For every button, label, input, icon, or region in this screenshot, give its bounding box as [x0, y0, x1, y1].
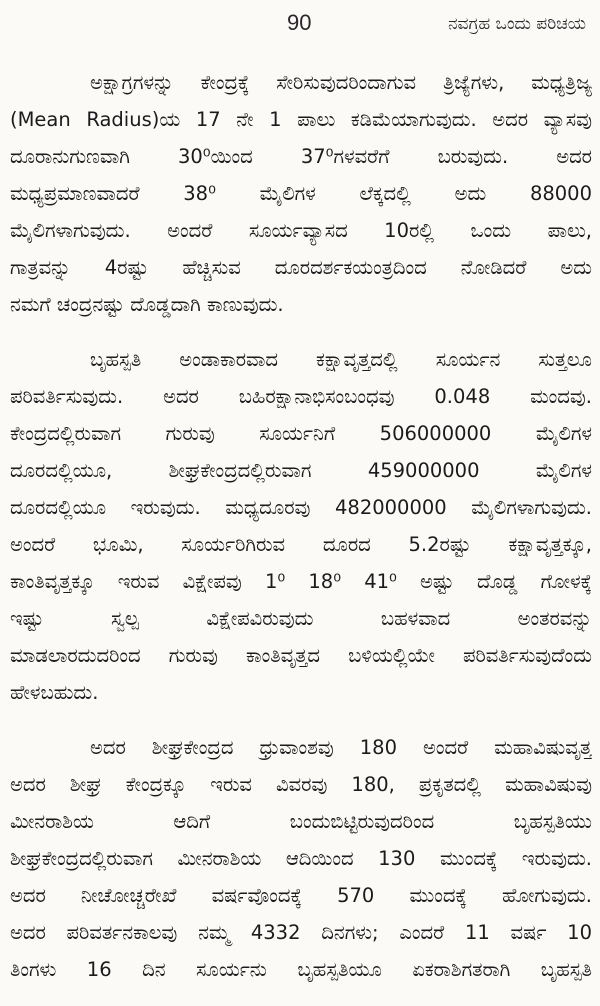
text-line: ಅದರ ನೀಚೋಚ್ಚರೇಖೆ ವರ್ಷವೊಂದಕ್ಕೆ 570 ಮುಂದಕ್ಕೆ ಹೋಗುವುದು.	[10, 884, 592, 907]
page-number: 90	[287, 10, 312, 35]
text-line: ಪರಿವರ್ತಿಸುವುದು. ಅದರ ಬಹಿರಕ್ಷಾನಾಭಿಸಂಬಂಧವು 0.048 ಮಂದವು.	[10, 385, 592, 408]
text-line: ದೂರದಲ್ಲಿಯೂ ಇರುವುದು. ಮಧ್ಯದೂರವು 482000000 ಮೈಲಿಗಳಾಗುವುದು.	[10, 496, 592, 519]
text-line: (Mean Radius)ಯ 17 ನೇ 1 ಪಾಲು ಕಡಿಮೆಯಾಗುವುದು. ಅದರ ವ್ಯಾಸವು	[10, 108, 592, 131]
paragraph-3	[10, 729, 592, 988]
text-line: ಕಾಂತಿವೃತ್ತಕ್ಕೂ ಇರುವ ವಿಕ್ಷೇಪವು 1⁰ 18⁰ 41⁰ ಅಷ್ಟು ದೊಡ್ಡ ಗೋಳಕ್ಕೆ	[10, 570, 592, 593]
text-line: ಮೈಲಿಗಳಾಗುವುದು. ಅಂದರೆ ಸೂರ್ಯವ್ಯಾಸದ 10ರಲ್ಲಿ ಒಂದು ಪಾಲು,	[10, 219, 592, 242]
text-line: ಅದರ ಪರಿವರ್ತನಕಾಲವು ನಮ್ಮ 4332 ದಿನಗಳು; ಎಂದರೆ 11 ವರ್ಷ 10	[10, 921, 592, 944]
text-line: ನಮಗೆ ಚಂದ್ರನಷ್ಟು ದೊಡ್ಡದಾಗಿ ಕಾಣುವುದು.	[10, 293, 284, 316]
text-line: ಶೀಘ್ರಕೇಂದ್ರದಲ್ಲಿರುವಾಗ ಮೀನರಾಶಿಯ ಆದಿಯಿಂದ 130 ಮುಂದಕ್ಕೆ ಇರುವುದು.	[10, 847, 592, 870]
body-text	[10, 64, 592, 1006]
text-line: ಇಷ್ಟು ಸ್ವಲ್ಪ ವಿಕ್ಷೇಪವಿರುವುದು ಬಹಳವಾದ ಅಂತರವನ್ನು	[10, 607, 592, 630]
text-line: ಅಂದರೆ ಭೂಮಿ, ಸೂರ್ಯರಿಗಿರುವ ದೂರದ 5.2ರಷ್ಟು ಕಕ್ಷಾವೃತ್ತಕ್ಕೂ,	[10, 533, 592, 556]
text-line: ದೂರಾನುಗುಣವಾಗಿ 30⁰ಯಿಂದ 37⁰ಗಳವರೆಗೆ ಬರುವುದು. ಅದರ	[10, 145, 592, 168]
page-header	[0, 8, 600, 38]
text-line: ಬೃಹಸ್ಪತಿ ಅಂಡಾಕಾರವಾದ ಕಕ್ಷಾವೃತ್ತದಲ್ಲಿ ಸೂರ್ಯನ ಸುತ್ತಲೂ	[90, 348, 592, 371]
text-line: ಮೀನರಾಶಿಯ ಆದಿಗೆ ಬಂದುಬಿಟ್ಟಿರುವುದರಿಂದ ಬೃಹಸ್ಪತಿಯು	[10, 810, 592, 833]
paragraph-2	[10, 341, 592, 711]
running-title: ನವಗ್ರಹ ಒಂದು ಪರಿಚಯ	[448, 14, 586, 34]
text-line: ತಿಂಗಳು 16 ದಿನ ಸೂರ್ಯನು ಬೃಹಸ್ಪತಿಯೂ ಏಕರಾಶಿಗತರಾಗಿ ಬೃಹಸ್ಪತಿ	[10, 958, 592, 981]
text-line: ಹೇಳಬಹುದು.	[10, 681, 99, 704]
text-line: ಕೇಂದ್ರದಲ್ಲಿರುವಾಗ ಗುರುವು ಸೂರ್ಯನಿಗೆ 506000000 ಮೈಲಿಗಳ	[10, 422, 592, 445]
text-line: ದೂರದಲ್ಲಿಯೂ, ಶೀಘ್ರಕೇಂದ್ರದಲ್ಲಿರುವಾಗ 459000000 ಮೈಲಿಗಳ	[10, 459, 592, 482]
text-line: ಅದರ ಶೀಘ್ರಕೇಂದ್ರದ ಧ್ರುವಾಂಶವು 180 ಅಂದರೆ ಮಹಾವಿಷುವೃತ್ತ	[90, 736, 592, 759]
text-line: ಮಾಡಲಾರದುದರಿಂದ ಗುರುವು ಕಾಂತಿವೃತ್ತದ ಬಳಿಯಲ್ಲಿಯೇ ಪರಿವರ್ತಿಸುವುದೆಂದು	[10, 644, 592, 667]
paragraph-1	[10, 64, 592, 323]
text-line: ಮಧ್ಯಪ್ರಮಾಣವಾದರೆ 38⁰ ಮೈಲಿಗಳ ಲೆಕ್ಕದಲ್ಲಿ ಅದು 88000	[10, 182, 592, 205]
text-line: ಅಕ್ಷಾಗ್ರಗಳನ್ನು ಕೇಂದ್ರಕ್ಕೆ ಸೇರಿಸುವುದರಿಂದಾಗುವ ತ್ರಿಜ್ಯೆಗಳು, ಮಧ್ಯತ್ರಿಜ್ಯ	[90, 71, 592, 94]
text-line: ಅದರ ಶೀಘ್ರ ಕೇಂದ್ರಕ್ಕೂ ಇರುವ ವಿವರವು 180, ಪ್ರಕೃತದಲ್ಲಿ ಮಹಾವಿಷುವು	[10, 773, 592, 796]
text-line: ಗಾತ್ರವನ್ನು 4ರಷ್ಟು ಹೆಚ್ಚಿಸುವ ದೂರದರ್ಶಕಯಂತ್ರದಿಂದ ನೋಡಿದರೆ ಅದು	[10, 256, 592, 279]
